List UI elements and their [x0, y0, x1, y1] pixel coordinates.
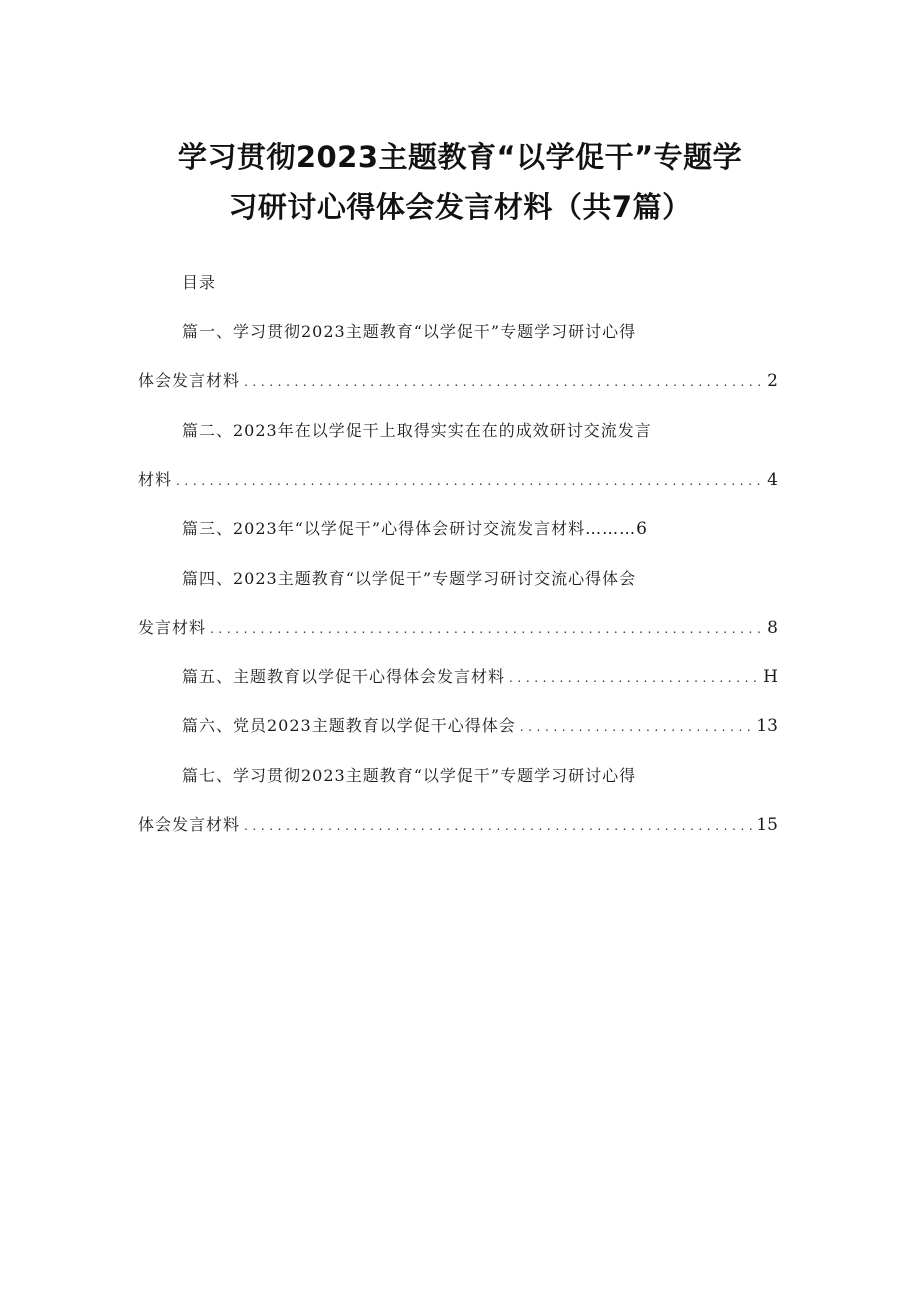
toc-entry-6-page: 13 [756, 716, 778, 736]
toc-entry-1-text: 体会发言材料 [138, 371, 241, 390]
toc-entry-1-page: 2 [767, 371, 778, 391]
toc-entry-3[interactable] [182, 517, 648, 541]
toc-entry-4-line-2[interactable] [138, 616, 778, 641]
toc-entry-7-leader [244, 814, 752, 838]
title-line-1: 学习贯彻2023主题教育“以学促干”专题学 [177, 140, 743, 174]
toc-entry-5-page: H [763, 667, 778, 687]
document-title [100, 132, 820, 232]
toc-entry-2-page: 4 [767, 470, 778, 490]
toc-entry-2-text: 材料 [138, 470, 173, 489]
toc-entry-1-line-1[interactable]: 篇一、学习贯彻2023主题教育“以学促干”专题学习研讨心得 [182, 322, 637, 341]
toc-entry-5-text: 篇五、主题教育以学促干心得体会发言材料 [182, 667, 506, 686]
toc-entry-3-text: 篇三、2023年“以学促干”心得体会研讨交流发言材料……… [182, 519, 637, 538]
toc-entry-7-line-2[interactable] [138, 813, 778, 838]
toc-entry-3-page: 6 [636, 519, 648, 539]
title-line-2: 习研讨心得体会发言材料（共7篇） [228, 190, 692, 224]
toc-entry-5[interactable] [182, 665, 778, 690]
toc-heading: 目录 [182, 273, 217, 292]
toc-entry-2-line-2[interactable] [138, 468, 778, 493]
toc-entry-4-line-1[interactable]: 篇四、2023主题教育“以学促干”专题学习研讨交流心得体会 [182, 569, 637, 588]
toc-entry-1-leader [244, 370, 763, 394]
toc-entry-2-leader [176, 469, 763, 493]
toc-entry-6[interactable] [182, 714, 778, 739]
toc-entry-6-text: 篇六、党员2023主题教育以学促干心得体会 [182, 716, 516, 735]
toc-entry-4-leader [210, 617, 763, 641]
toc-entry-7-line-1[interactable]: 篇七、学习贯彻2023主题教育“以学促干”专题学习研讨心得 [182, 766, 637, 785]
toc-entry-2-line-1[interactable]: 篇二、2023年在以学促干上取得实实在在的成效研讨交流发言 [182, 421, 652, 440]
toc-entry-7-page: 15 [756, 815, 778, 835]
toc-entry-1-line-2[interactable] [138, 369, 778, 394]
toc-entry-7-text: 体会发言材料 [138, 815, 241, 834]
toc-entry-5-leader [509, 666, 759, 690]
toc-entry-6-leader [520, 715, 753, 739]
toc-entry-4-page: 8 [767, 618, 778, 638]
toc-entry-4-text: 发言材料 [138, 618, 207, 637]
